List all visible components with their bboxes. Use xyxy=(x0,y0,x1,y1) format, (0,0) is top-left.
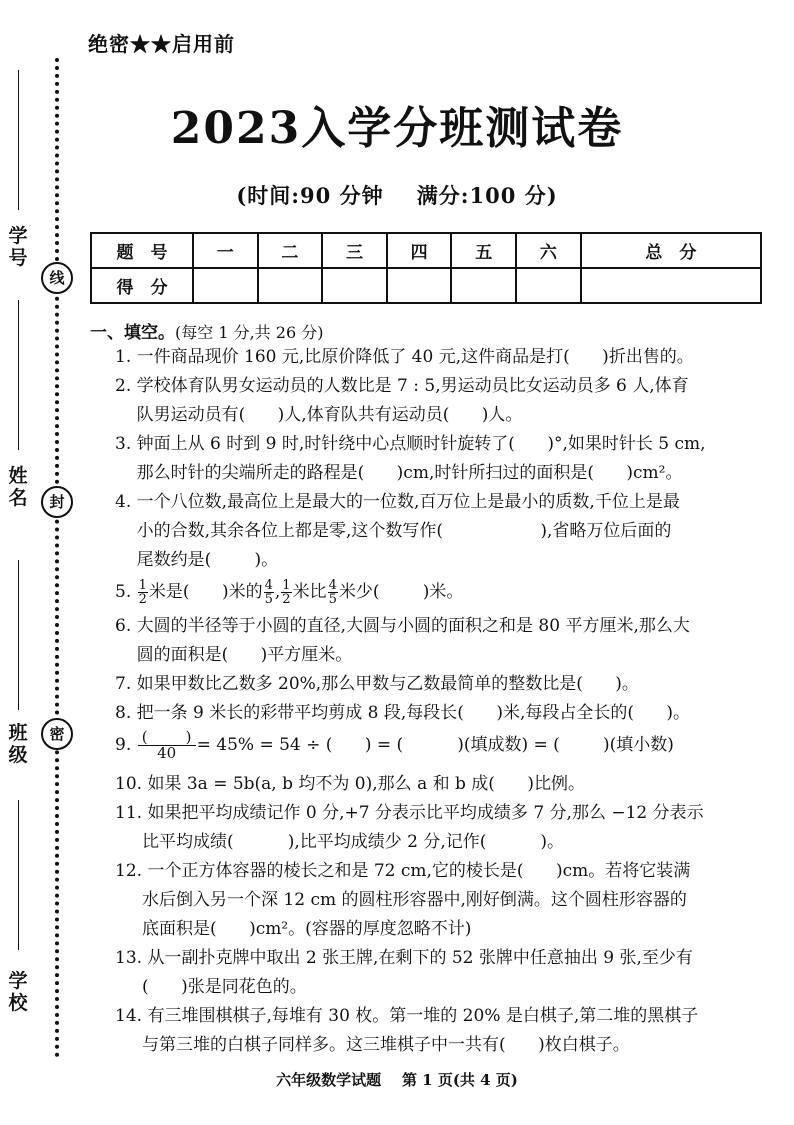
q5-text: 米是( )米的 xyxy=(148,582,263,602)
question-3-line-1: 3. 钟面上从 6 时到 9 时,时针绕中心点顺时针旋转了( )°,如果时针长 5 cm, xyxy=(115,434,706,454)
name-label: 姓 名 xyxy=(8,465,28,509)
score-table xyxy=(90,232,762,304)
question-9 xyxy=(115,730,775,761)
question-2-line-2: 队男运动员有( )人,体育队共有运动员( )人。 xyxy=(115,405,523,425)
question-1: 1. 一件商品现价 160 元,比原价降低了 40 元,这件商品是打( )折出售的。 xyxy=(115,347,694,367)
q9-text: = 45% = 54 ÷ ( ) = ( )(填成数) = ( )(填小数) xyxy=(196,735,674,755)
fraction-denominator: 2 xyxy=(138,592,147,607)
score-table-score-row xyxy=(91,268,761,303)
question-2-line-1: 2. 学校体育队男女运动员的人数比是 7 : 5,男运动员比女运动员多 6 人,体育 xyxy=(115,376,689,396)
score-header-cell: 题 号 xyxy=(91,233,193,268)
fraction-denominator: 2 xyxy=(282,592,291,607)
question-10: 10. 如果 3a = 5b(a, b 均不为 0),那么 a 和 b 成( )比例。 xyxy=(115,774,585,794)
q9-text: 9. xyxy=(115,735,137,755)
score-cell-6[interactable] xyxy=(516,268,581,303)
confidential-mark: 绝密★★启用前 xyxy=(88,32,235,56)
score-cell-3[interactable] xyxy=(322,268,387,303)
score-cell-4[interactable] xyxy=(387,268,452,303)
question-6-line-1: 6. 大圆的半径等于小圆的直径,大圆与小圆的面积之和是 80 平方厘米,那么大 xyxy=(115,616,690,636)
question-12-line-2: 水后倒入另一个深 12 cm 的圆柱形容器中,刚好倒满。这个圆柱形容器的 xyxy=(115,890,687,910)
question-14-line-1: 14. 有三堆围棋棋子,每堆有 30 枚。第一堆的 20% 是白棋子,第二堆的黑棋子 xyxy=(115,1006,699,1026)
score-cell-1[interactable] xyxy=(193,268,258,303)
seal-mi: 密 xyxy=(41,718,73,750)
question-13-line-2: ( )张是同花色的。 xyxy=(115,977,307,997)
section-note: (每空 1 分,共 26 分) xyxy=(175,323,324,342)
fraction xyxy=(264,579,274,606)
question-11-line-2: 比平均成绩( ),比平均成绩少 2 分,记作( )。 xyxy=(115,832,565,852)
fraction xyxy=(281,579,291,606)
score-table-header-row xyxy=(91,233,761,268)
section-heading xyxy=(90,318,323,343)
score-cell-2[interactable] xyxy=(258,268,323,303)
score-header-cell: 总 分 xyxy=(581,233,761,268)
question-5 xyxy=(115,578,775,607)
seal-xian: 线 xyxy=(41,262,73,294)
class-line xyxy=(18,560,19,710)
q5-text: 米少( )米。 xyxy=(338,582,464,602)
score-header-cell: 二 xyxy=(258,233,323,268)
fraction-numerator: 4 xyxy=(328,578,337,593)
fraction xyxy=(328,579,338,606)
exam-title: 2023入学分班测试卷 xyxy=(170,103,624,154)
fraction xyxy=(138,579,148,606)
binding-dotted-line xyxy=(55,58,59,1058)
school-label: 学 校 xyxy=(8,970,28,1014)
score-header-cell: 三 xyxy=(322,233,387,268)
student-id-label: 学 号 xyxy=(8,225,28,269)
fraction-denominator: 5 xyxy=(328,592,337,607)
name-line xyxy=(18,300,19,450)
score-cell-total[interactable] xyxy=(581,268,761,303)
school-line xyxy=(18,800,19,950)
q5-text: , xyxy=(274,582,281,602)
question-12-line-3: 底面积是( )cm²。(容器的厚度忽略不计) xyxy=(115,919,472,939)
question-4-line-3: 尾数约是( )。 xyxy=(115,550,279,570)
question-13-line-1: 13. 从一副扑克牌中取出 2 张王牌,在剩下的 52 张牌中任意抽出 9 张,至少有 xyxy=(115,948,693,968)
fraction xyxy=(138,730,196,761)
question-11-line-1: 11. 如果把平均成绩记作 0 分,+7 分表示比平均成绩多 7 分,那么 −12 分表示 xyxy=(115,803,704,823)
section-title: 一、填空。 xyxy=(90,323,175,343)
question-6-line-2: 圆的面积是( )平方厘米。 xyxy=(115,645,353,665)
question-8: 8. 把一条 9 米长的彩带平均剪成 8 段,每段长( )米,每段占全长的( )。 xyxy=(115,703,691,723)
score-header-cell: 四 xyxy=(387,233,452,268)
question-4-line-2: 小的合数,其余各位上都是零,这个数写作( ),省略万位后面的 xyxy=(115,521,672,541)
question-7: 7. 如果甲数比乙数多 20%,那么甲数与乙数最简单的整数比是( )。 xyxy=(115,674,639,694)
fraction-numerator: 1 xyxy=(138,578,147,593)
score-header-cell: 一 xyxy=(193,233,258,268)
fraction-numerator: ( ) xyxy=(138,730,196,746)
score-row-label: 得 分 xyxy=(91,268,193,303)
score-header-cell: 六 xyxy=(516,233,581,268)
q5-text: 米比 xyxy=(292,582,327,602)
fraction-denominator: 40 xyxy=(157,744,177,762)
page-footer: 六年级数学试题 第 1 页(共 4 页) xyxy=(276,1071,518,1089)
question-12-line-1: 12. 一个正方体容器的棱长之和是 72 cm,它的棱长是( )cm。若将它装满 xyxy=(115,861,691,881)
exam-subtitle: (时间:90 分钟 满分:100 分) xyxy=(236,183,558,208)
class-label: 班 级 xyxy=(8,722,28,766)
fraction-numerator: 4 xyxy=(264,578,273,593)
question-14-line-2: 与第三堆的白棋子同样多。这三堆棋子中一共有( )枚白棋子。 xyxy=(115,1035,630,1055)
question-4-line-1: 4. 一个八位数,最高位上是最大的一位数,百万位上是最小的质数,千位上是最 xyxy=(115,492,680,512)
q5-text: 5. xyxy=(115,582,137,602)
seal-feng: 封 xyxy=(41,486,73,518)
fraction-denominator: 5 xyxy=(264,592,273,607)
score-cell-5[interactable] xyxy=(451,268,516,303)
question-3-line-2: 那么时针的尖端所走的路程是( )cm,时针所扫过的面积是( )cm²。 xyxy=(115,463,683,483)
fraction-numerator: 1 xyxy=(282,578,291,593)
score-header-cell: 五 xyxy=(451,233,516,268)
student-id-line xyxy=(18,70,19,210)
